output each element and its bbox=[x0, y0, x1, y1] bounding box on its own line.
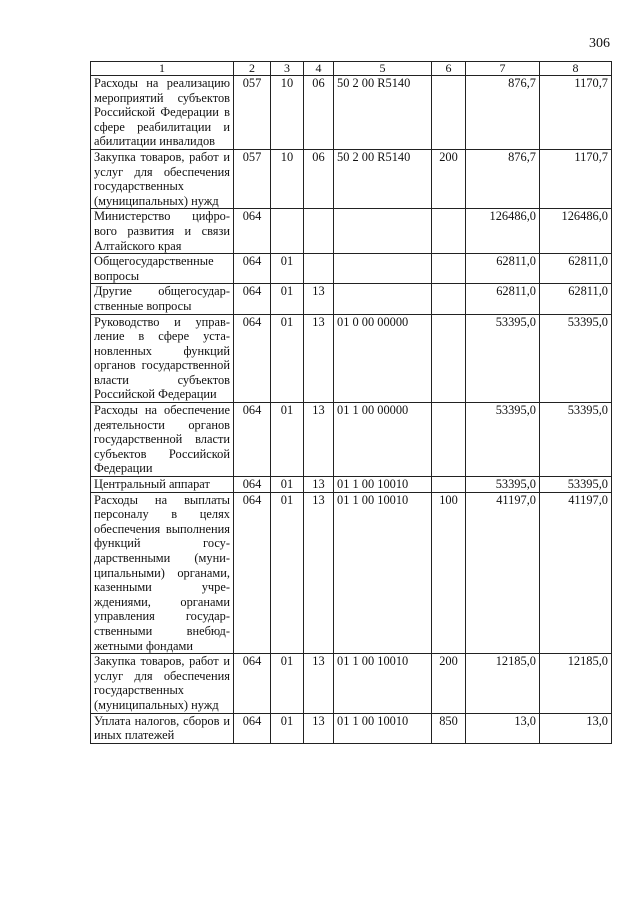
table-row bbox=[91, 713, 612, 743]
table-row bbox=[91, 477, 612, 493]
amount-col7-cell: 62811,0 bbox=[466, 284, 540, 314]
expense-name-cell: Расходы на реализацию мероприятий субъектов Российской Федерации в сфере реабилитации и абилитации инвалидов bbox=[91, 76, 234, 150]
amount-col7-cell: 53395,0 bbox=[466, 477, 540, 493]
expense-name-cell: Расходы на выплаты персоналу в целях обеспечения выполнения функций государственными (муниципальными) органами, казенными учреждениями, органами управления государственными внебюджетными фондами bbox=[91, 492, 234, 654]
amount-col7-cell: 53395,0 bbox=[466, 403, 540, 477]
ministry-code-cell: 064 bbox=[234, 314, 271, 403]
ministry-code-cell: 064 bbox=[234, 713, 271, 743]
ministry-code-cell: 064 bbox=[234, 492, 271, 654]
expense-name-cell: Закупка товаров, работ и услуг для обеспечения государственных (муниципальных) нужд bbox=[91, 654, 234, 713]
table-header-row bbox=[91, 62, 612, 76]
column-header: 1 bbox=[91, 62, 234, 76]
expense-name-cell: Общегосударственные вопросы bbox=[91, 254, 234, 284]
target-item-code-cell: 50 2 00 R5140 bbox=[334, 149, 432, 208]
expense-name-cell: Другие общегосударственные вопросы bbox=[91, 284, 234, 314]
subsection-code-cell: 13 bbox=[304, 654, 334, 713]
ministry-code-cell: 064 bbox=[234, 403, 271, 477]
section-code-cell: 01 bbox=[271, 254, 304, 284]
section-code-cell: 01 bbox=[271, 314, 304, 403]
section-code-cell: 01 bbox=[271, 284, 304, 314]
column-header: 7 bbox=[466, 62, 540, 76]
expense-name-cell: Центральный аппарат bbox=[91, 477, 234, 493]
subsection-code-cell: 13 bbox=[304, 713, 334, 743]
table-row bbox=[91, 403, 612, 477]
expense-type-code-cell bbox=[432, 76, 466, 150]
table-row bbox=[91, 654, 612, 713]
expense-type-code-cell bbox=[432, 314, 466, 403]
target-item-code-cell: 01 1 00 10010 bbox=[334, 654, 432, 713]
column-header: 8 bbox=[540, 62, 612, 76]
target-item-code-cell: 01 0 00 00000 bbox=[334, 314, 432, 403]
subsection-code-cell: 06 bbox=[304, 149, 334, 208]
section-code-cell bbox=[271, 209, 304, 254]
expense-type-code-cell: 200 bbox=[432, 654, 466, 713]
ministry-code-cell: 064 bbox=[234, 654, 271, 713]
amount-col8-cell: 1170,7 bbox=[540, 76, 612, 150]
target-item-code-cell bbox=[334, 284, 432, 314]
expense-name-cell: Уплата налогов, сборов и иных платежей bbox=[91, 713, 234, 743]
ministry-code-cell: 064 bbox=[234, 254, 271, 284]
ministry-code-cell: 057 bbox=[234, 76, 271, 150]
ministry-code-cell: 064 bbox=[234, 284, 271, 314]
target-item-code-cell bbox=[334, 254, 432, 284]
amount-col7-cell: 876,7 bbox=[466, 76, 540, 150]
amount-col8-cell: 1170,7 bbox=[540, 149, 612, 208]
expense-type-code-cell: 100 bbox=[432, 492, 466, 654]
expense-type-code-cell bbox=[432, 403, 466, 477]
column-header: 2 bbox=[234, 62, 271, 76]
expense-name-cell: Руководство и управление в сфере установленных функций органов государственной власти субъектов Российской Федерации bbox=[91, 314, 234, 403]
table-row bbox=[91, 254, 612, 284]
amount-col8-cell: 62811,0 bbox=[540, 254, 612, 284]
table-row bbox=[91, 284, 612, 314]
subsection-code-cell: 13 bbox=[304, 403, 334, 477]
target-item-code-cell: 01 1 00 10010 bbox=[334, 713, 432, 743]
section-code-cell: 01 bbox=[271, 492, 304, 654]
amount-col7-cell: 876,7 bbox=[466, 149, 540, 208]
target-item-code-cell bbox=[334, 209, 432, 254]
subsection-code-cell: 13 bbox=[304, 314, 334, 403]
expense-type-code-cell bbox=[432, 254, 466, 284]
table-body bbox=[91, 76, 612, 744]
amount-col7-cell: 62811,0 bbox=[466, 254, 540, 284]
amount-col7-cell: 53395,0 bbox=[466, 314, 540, 403]
table-row bbox=[91, 209, 612, 254]
amount-col7-cell: 41197,0 bbox=[466, 492, 540, 654]
expense-type-code-cell bbox=[432, 477, 466, 493]
target-item-code-cell: 50 2 00 R5140 bbox=[334, 76, 432, 150]
expense-type-code-cell: 200 bbox=[432, 149, 466, 208]
column-header: 3 bbox=[271, 62, 304, 76]
amount-col8-cell: 62811,0 bbox=[540, 284, 612, 314]
amount-col8-cell: 13,0 bbox=[540, 713, 612, 743]
column-header: 4 bbox=[304, 62, 334, 76]
amount-col8-cell: 53395,0 bbox=[540, 403, 612, 477]
amount-col7-cell: 12185,0 bbox=[466, 654, 540, 713]
expense-type-code-cell bbox=[432, 209, 466, 254]
amount-col8-cell: 126486,0 bbox=[540, 209, 612, 254]
subsection-code-cell: 13 bbox=[304, 477, 334, 493]
expense-type-code-cell: 850 bbox=[432, 713, 466, 743]
table-row bbox=[91, 149, 612, 208]
amount-col7-cell: 13,0 bbox=[466, 713, 540, 743]
expense-name-cell: Расходы на обеспечение деятельности органов государственной власти субъектов Российской Федерации bbox=[91, 403, 234, 477]
ministry-code-cell: 057 bbox=[234, 149, 271, 208]
subsection-code-cell bbox=[304, 209, 334, 254]
target-item-code-cell: 01 1 00 10010 bbox=[334, 492, 432, 654]
subsection-code-cell: 06 bbox=[304, 76, 334, 150]
section-code-cell: 01 bbox=[271, 654, 304, 713]
ministry-code-cell: 064 bbox=[234, 477, 271, 493]
expense-type-code-cell bbox=[432, 284, 466, 314]
table-row bbox=[91, 76, 612, 150]
target-item-code-cell: 01 1 00 00000 bbox=[334, 403, 432, 477]
expense-name-cell: Закупка товаров, работ и услуг для обеспечения государственных (муниципальных) нужд bbox=[91, 149, 234, 208]
budget-table bbox=[90, 61, 612, 744]
section-code-cell: 10 bbox=[271, 76, 304, 150]
subsection-code-cell bbox=[304, 254, 334, 284]
expense-name-cell: Министерство цифрового развития и связи Алтайского края bbox=[91, 209, 234, 254]
table-row bbox=[91, 492, 612, 654]
section-code-cell: 01 bbox=[271, 403, 304, 477]
column-header: 6 bbox=[432, 62, 466, 76]
table-row bbox=[91, 314, 612, 403]
column-header: 5 bbox=[334, 62, 432, 76]
page-number: 306 bbox=[589, 36, 610, 51]
amount-col8-cell: 53395,0 bbox=[540, 314, 612, 403]
ministry-code-cell: 064 bbox=[234, 209, 271, 254]
subsection-code-cell: 13 bbox=[304, 492, 334, 654]
amount-col7-cell: 126486,0 bbox=[466, 209, 540, 254]
section-code-cell: 10 bbox=[271, 149, 304, 208]
target-item-code-cell: 01 1 00 10010 bbox=[334, 477, 432, 493]
section-code-cell: 01 bbox=[271, 477, 304, 493]
amount-col8-cell: 12185,0 bbox=[540, 654, 612, 713]
amount-col8-cell: 41197,0 bbox=[540, 492, 612, 654]
amount-col8-cell: 53395,0 bbox=[540, 477, 612, 493]
subsection-code-cell: 13 bbox=[304, 284, 334, 314]
section-code-cell: 01 bbox=[271, 713, 304, 743]
